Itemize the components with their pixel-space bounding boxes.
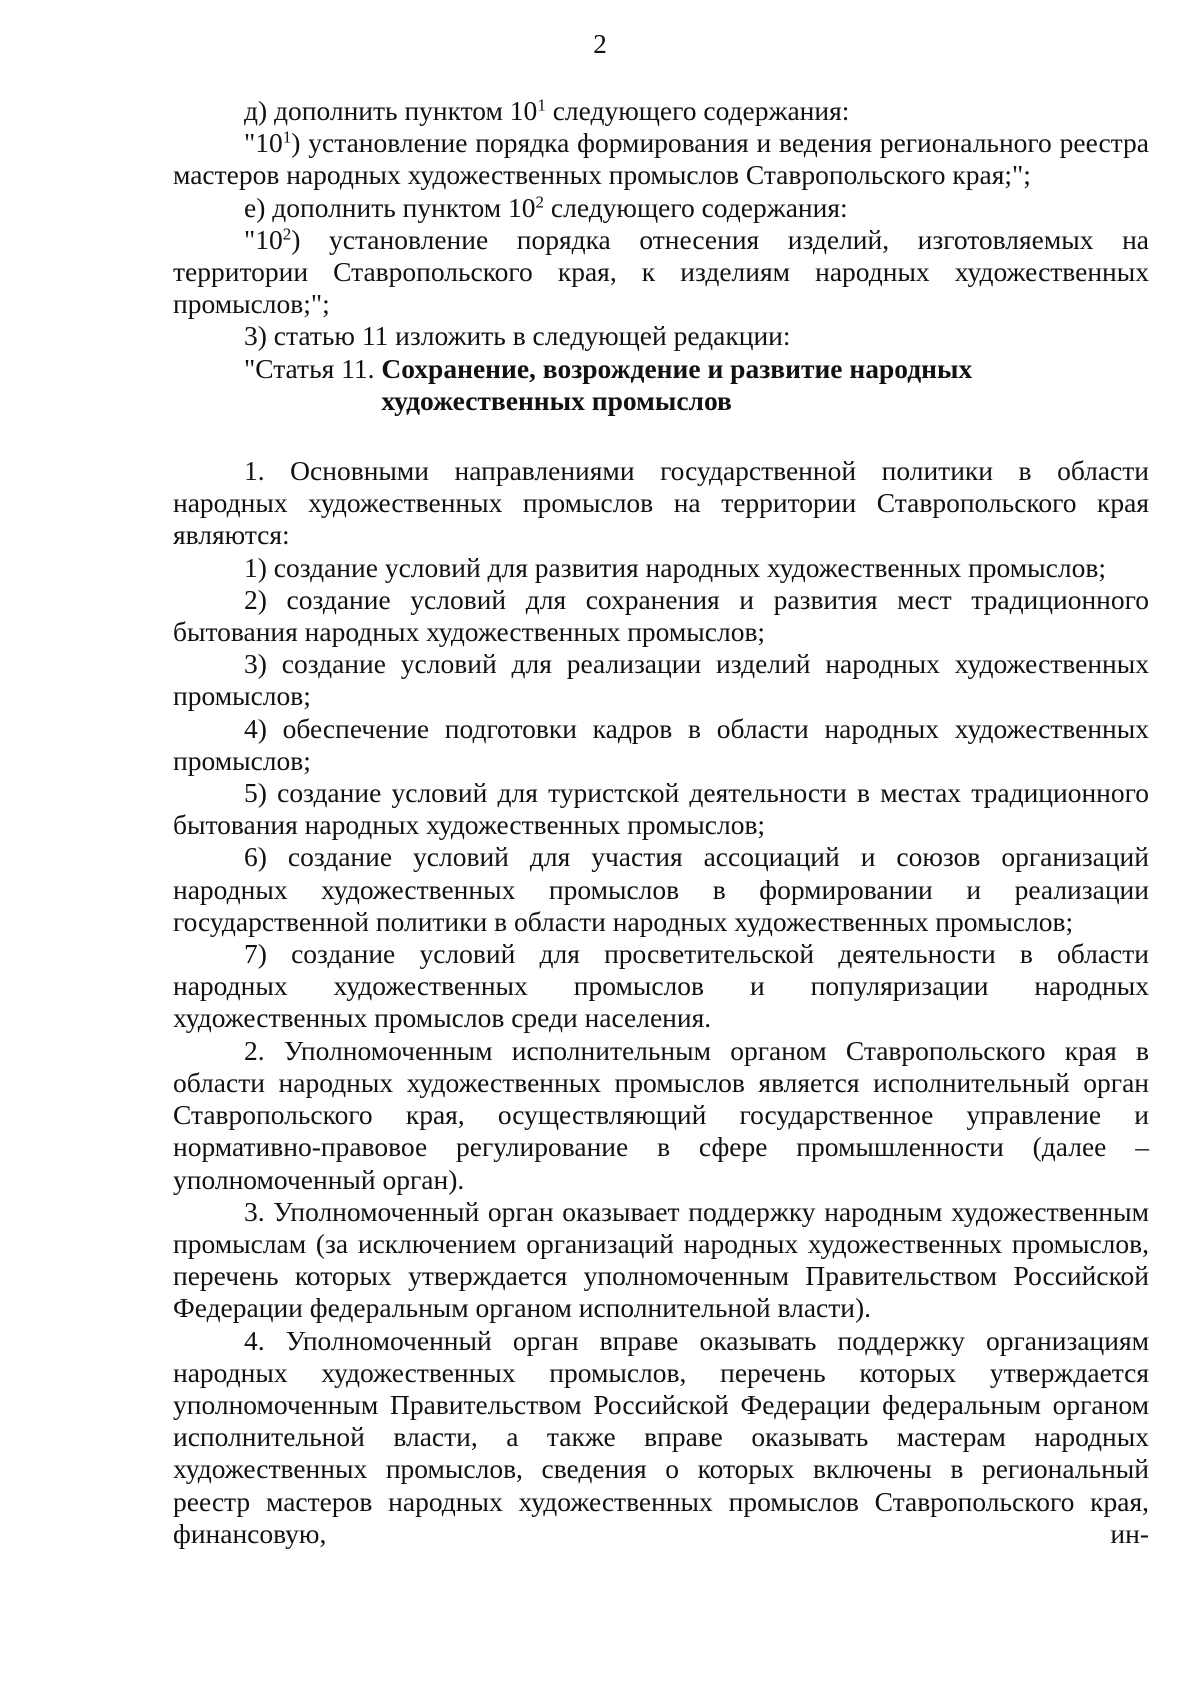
amendment-e-text: "$10^2$) установление порядка отнесения изделий, изготовляемых на территории Ставропольского края, к изделиям народных художественных промыслов;";: [173, 223, 1149, 320]
document-body: [173, 95, 1149, 1550]
amendment-e-intro: е) дополнить пунктом $10^2$ следующего содержания:: [244, 191, 848, 223]
page-number: 2: [593, 29, 607, 59]
amendment-item-3: 3) статью 11 изложить в следующей редакции:: [244, 320, 791, 352]
article-part-1-item: 7) создание условий для просветительской деятельности в области народных художественных промыслов и популяризации народных художественных промыслов среди населения.: [173, 938, 1149, 1034]
article-label: "Статья 11.: [244, 352, 382, 384]
article-part-1-item: 5) создание условий для туристской деятельности в местах традиционного бытования народных художественных промыслов;: [173, 777, 1149, 841]
article-part-1-item: 4) обеспечение подготовки кадров в области народных художественных промыслов;: [173, 712, 1149, 776]
amendment-d-text: "$10^1$) установление порядка формирования и ведения регионального реестра мастеров народных художественных промыслов Ставропольского края;";: [173, 127, 1149, 191]
article-part-1-item: 6) создание условий для участия ассоциаций и союзов организаций народных художественных промыслов в формировании и реализации государственной политики в области народных художественных промыслов;: [173, 841, 1149, 937]
article-part-3: 3. Уполномоченный орган оказывает поддержку народным художественным промыслам (за исключением организаций народных художественных промыслов, перечень которых утверждается уполномоченным Правительством Российской Федерации федеральным органом исполнительной власти).: [173, 1195, 1149, 1324]
article-part-1-item: 2) создание условий для сохранения и развития мест традиционного бытования народных художественных промыслов;: [173, 583, 1149, 648]
article-part-2: 2. Уполномоченным исполнительным органом Ставропольского края в области народных художественных промыслов является исполнительный орган Ставропольского края, осуществляющий государственное управление и нормативно-правовое регулирование в сфере промышленности (далее – уполномоченный орган).: [173, 1034, 1149, 1195]
article-heading: [173, 353, 1149, 417]
article-part-1-item: 1) создание условий для развития народных художественных промыслов;: [244, 551, 1106, 583]
article-title: Сохранение, возрождение и развитие народных художественных промыслов: [381, 352, 973, 416]
article-part-4: 4. Уполномоченный орган вправе оказывать поддержку организациям народных художественных промыслов, перечень которых утверждается уполномоченным Правительством Российской Федерации федеральным органом исполнительной власти, а также вправе оказывать мастерам народных художественных промыслов, сведения о которых включены в региональный реестр мастеров народных художественных промыслов Ставропольского края, финансовую, ин-: [173, 1324, 1149, 1549]
article-part-1-intro: 1. Основными направлениями государственной политики в области народных художественных промыслов на территории Ставропольского края являются:: [173, 455, 1149, 551]
article-part-1-item: 3) создание условий для реализации изделий народных художественных промыслов;: [173, 648, 1149, 712]
amendment-d-intro: д) дополнить пунктом $10^1$ следующего содержания:: [244, 95, 850, 126]
spacer: [173, 417, 1149, 455]
